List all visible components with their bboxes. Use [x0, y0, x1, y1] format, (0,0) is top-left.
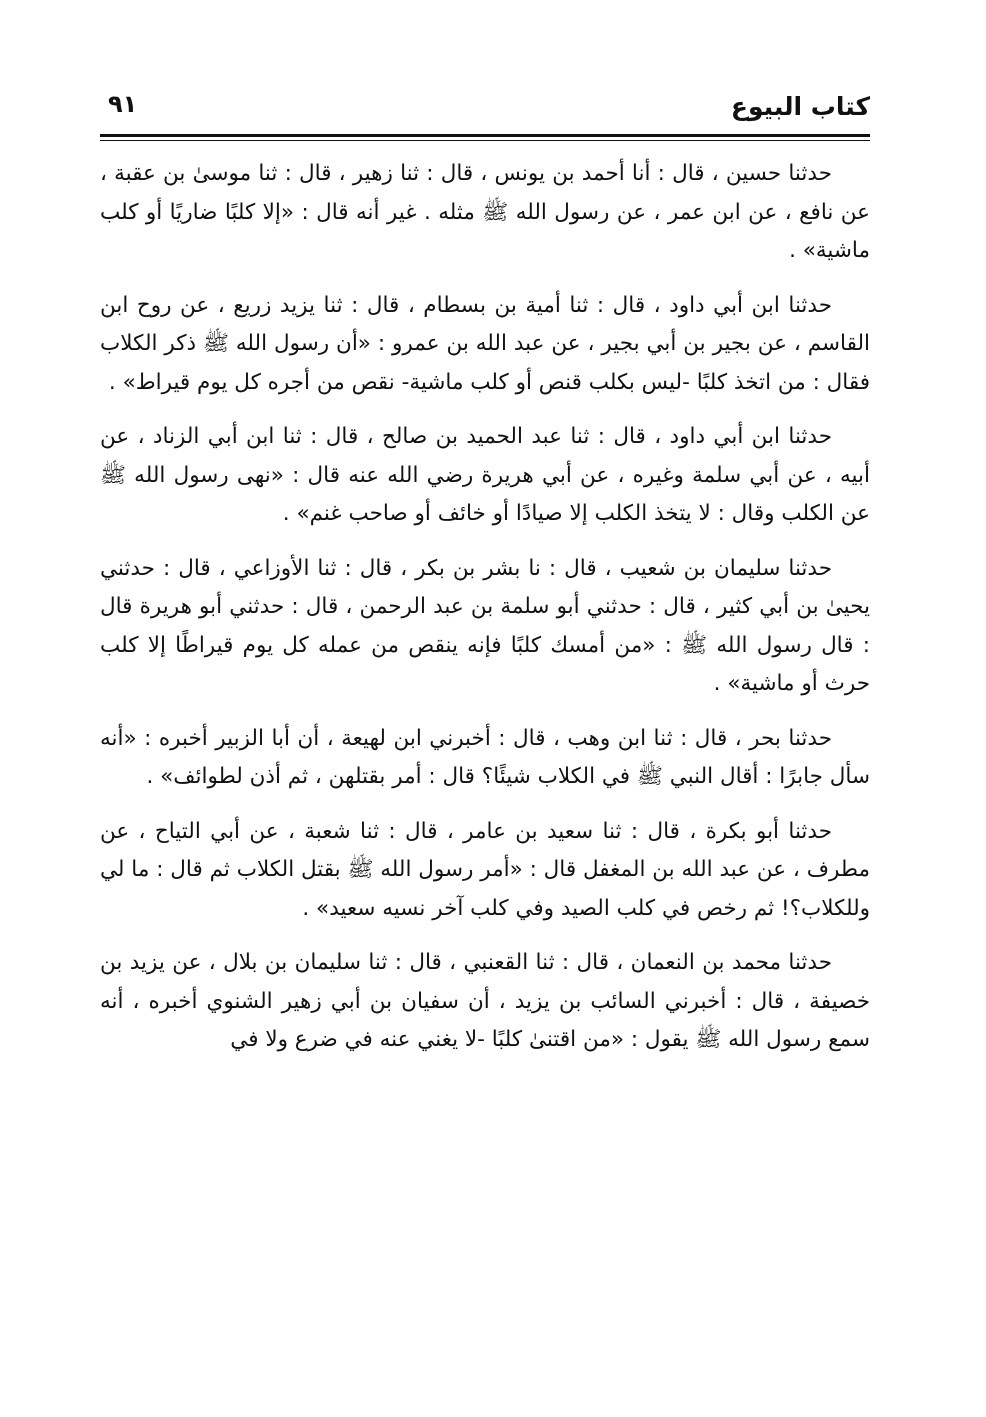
hadith-paragraph: حدثنا حسين ، قال : أنا أحمد بن يونس ، قال : ثنا زهير ، قال : ثنا موسىٰ بن عقبة ، عن نافع ، عن ابن عمر ، عن رسول الله ﷺ مثله . غير أنه قال : «إلا كلبًا ضاريًا أو كلب ماشية» . — [100, 161, 870, 263]
hadith-paragraph: حدثنا ابن أبي داود ، قال : ثنا عبد الحميد بن صالح ، قال : ثنا ابن أبي الزناد ، عن أبيه ، عن أبي سلمة وغيره ، عن أبي هريرة رضي الله عنه قال : «نهى رسول الله ﷺ عن الكلب وقال : لا يتخذ الكلب إلا صيادًا أو خائف أو صاحب غنم» . — [100, 424, 870, 526]
hadith-paragraph: حدثنا سليمان بن شعيب ، قال : نا بشر بن بكر ، قال : ثنا الأوزاعي ، قال : حدثني يحيىٰ بن أبي كثير ، قال : حدثني أبو سلمة بن عبد الرحمن ، قال : حدثني أبو هريرة قال : قال رسول الله ﷺ : «من أمسك كلبًا فإنه ينقص من عمله كل يوم قيراطًا إلا كلب حرث أو ماشية» . — [100, 555, 870, 696]
page-header — [100, 82, 870, 134]
hadith-paragraph: حدثنا محمد بن النعمان ، قال : ثنا القعنبي ، قال : ثنا سليمان بن بلال ، عن يزيد بن خصيفة ، قال : أخبرني السائب بن يزيد ، أن سفيان بن أبي زهير الشنوي أخبره ، أنه سمع رسول الله ﷺ يقول : «من اقتنىٰ كلبًا -لا يغني عنه في ضرع ولا في — [100, 950, 870, 1052]
hadith-paragraph: حدثنا بحر ، قال : ثنا ابن وهب ، قال : أخبرني ابن لهيعة ، أن أبا الزبير أخبره : «أنه سأل جابرًا : أقال النبي ﷺ في الكلاب شيئًا؟ قال : أمر بقتلهن ، ثم أذن لطوائف» . — [100, 725, 870, 789]
page-number: ٩١ — [108, 90, 138, 118]
page-body — [100, 155, 870, 1060]
hadith-paragraph: حدثنا أبو بكرة ، قال : ثنا سعيد بن عامر ، قال : ثنا شعبة ، عن أبي التياح ، عن مطرف ، عن عبد الله بن المغفل قال : «أمر رسول الله ﷺ بقتل الكلاب ثم قال : ما لي وللكلاب؟! ثم رخص في كلب الصيد وفي كلب آخر نسيه سعيد» . — [100, 818, 870, 921]
running-title: كتاب البيوع — [730, 92, 870, 121]
header-rule-thick — [100, 134, 870, 137]
book-page — [100, 82, 870, 1060]
hadith-paragraph: حدثنا ابن أبي داود ، قال : ثنا أمية بن بسطام ، قال : ثنا يزيد زريع ، عن روح ابن القاسم ، عن بجير بن أبي بجير ، عن عبد الله بن عمرو : «أن رسول الله ﷺ ذكر الكلاب فقال : من اتخذ كلبًا -ليس بكلب قنص أو كلب ماشية- نقص من أجره كل يوم قيراط» . — [100, 292, 870, 395]
header-rule-thin — [100, 140, 870, 141]
